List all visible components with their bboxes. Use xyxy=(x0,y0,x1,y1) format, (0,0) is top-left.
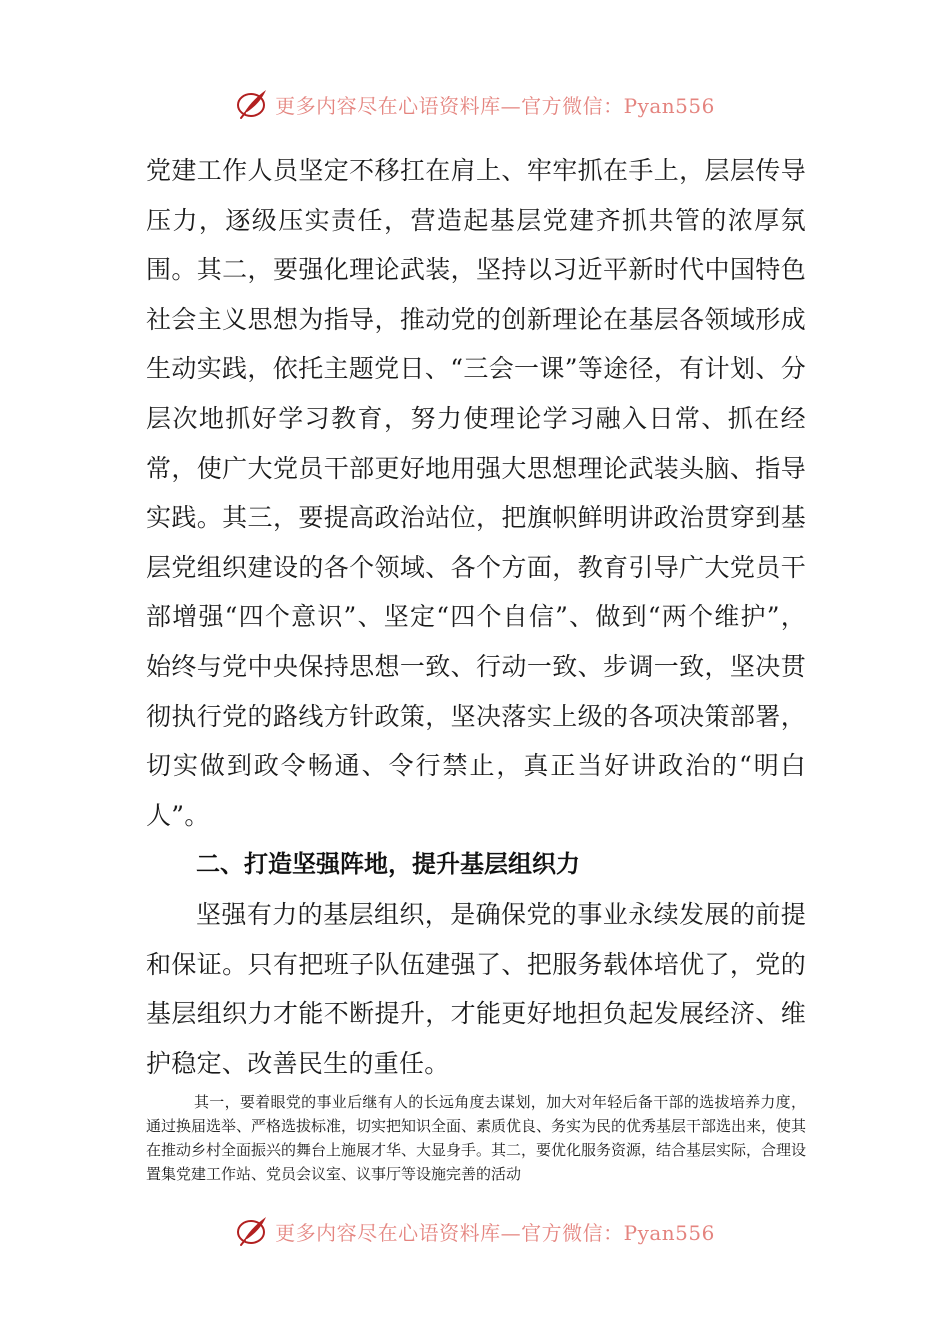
paragraph-3: 其一，要着眼党的事业后继有人的长远角度去谋划，加大对年轻后备干部的选拔培养力度，通过换届选举、严格选拔标准，切实把知识全面、素质优良、务实为民的优秀基层干部选出来，使其在推动乡村全面振兴的舞台上施展才华、大显身手。其二，要优化服务资源，结合基层实际，合理设置集党建工作站、党员会议室、议事厅等设施完善的活动 xyxy=(146,1093,807,1184)
watermark-banner-top xyxy=(0,84,950,124)
paragraph-1: 党建工作人员坚定不移扛在肩上、牢牢抓在手上，层层传导压力，逐级压实责任，营造起基层党建齐抓共管的浓厚氛围。其二，要强化理论武装，坚持以习近平新时代中国特色社会主义思想为指导，推动党的创新理论在基层各领域形成生动实践，依托主题党日、“三会一课”等途径，有计划、分层次地抓好学习教育，努力使理论学习融入日常、抓在经常，使广大党员干部更好地用强大思想理论武装头脑、指导实践。其三，要提高政治站位，把旗帜鲜明讲政治贯穿到基层党组织建设的各个领域、各个方面，教育引导广大党员干部增强“四个意识”、坚定“四个自信”、做到“两个维护”，始终与党中央保持思想一致、行动一致、步调一致，坚决贯彻执行党的路线方针政策，坚决落实上级的各项决策部署，切实做到政令畅通、令行禁止，真正当好讲政治的“明白人”。 xyxy=(146,156,806,830)
section-heading: 二、打造坚强阵地，提升基层组织力 xyxy=(196,850,580,879)
quill-logo-icon xyxy=(235,1214,269,1248)
document-body xyxy=(146,146,806,1186)
watermark-text: 更多内容尽在心语资料库—官方微信：Pyan556 xyxy=(275,93,715,118)
watermark-text: 更多内容尽在心语资料库—官方微信：Pyan556 xyxy=(275,1220,715,1245)
paragraph-2: 坚强有力的基层组织，是确保党的事业永续发展的前提和保证。只有把班子队伍建强了、把服务载体培优了，党的基层组织力才能不断提升，才能更好地担负起发展经济、维护稳定、改善民生的重任。 xyxy=(146,899,806,1078)
watermark-banner-bottom xyxy=(0,1211,950,1251)
quill-logo-icon xyxy=(235,87,269,121)
